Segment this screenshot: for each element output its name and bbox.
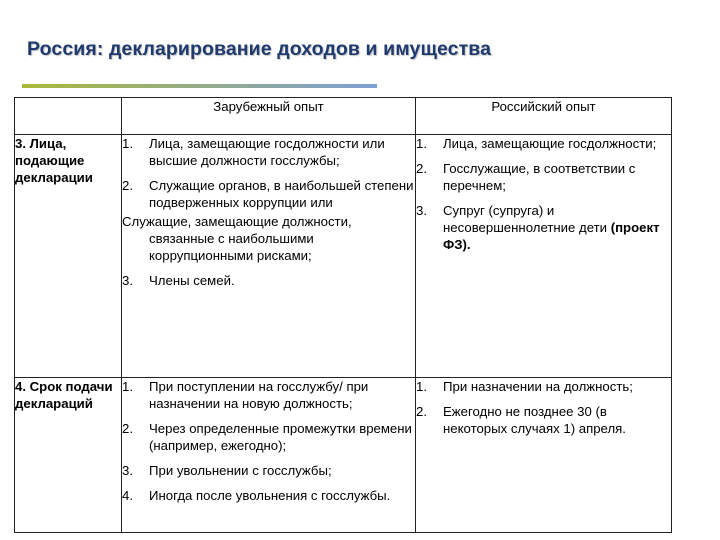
list-item: [416, 403, 671, 437]
item-number: 2.: [122, 421, 133, 436]
table-header-row: [15, 98, 672, 135]
list-item: [122, 462, 415, 479]
item-number: 4.: [122, 488, 133, 503]
title-underline: [22, 84, 377, 88]
row-label-deadline: 4. Срок подачи деклараций: [15, 378, 122, 533]
item-text: Лица, замещающие госдолжности или высшие должности госслужбы;: [149, 136, 385, 168]
item-number: 1.: [122, 379, 133, 394]
cell-foreign-declarants: [122, 135, 416, 378]
item-bold-note: (проект ФЗ).: [443, 220, 660, 252]
list-item: [122, 420, 415, 454]
list-item: [122, 272, 415, 289]
item-text: Через определенные промежутки времени (например, ежегодно);: [149, 421, 412, 453]
item-number: 1.: [416, 136, 427, 151]
item-text: При назначении на должность;: [443, 379, 633, 394]
item-text: Ежегодно не позднее 30 (в некоторых случаях 1) апреля.: [443, 404, 626, 436]
item-text: При увольнении с госслужбы;: [149, 463, 332, 478]
list-item: [416, 160, 671, 194]
header-russian-experience: Российский опыт: [416, 98, 672, 135]
item-number: 2.: [416, 161, 427, 176]
list-item: [122, 135, 415, 169]
list-item: [416, 202, 671, 253]
header-foreign-experience: Зарубежный опыт: [122, 98, 416, 135]
item-text: Лица, замещающие госдолжности;: [443, 136, 657, 151]
list-item: [122, 378, 415, 412]
item-number: 2.: [416, 404, 427, 419]
comparison-table: [14, 97, 672, 533]
list-item: [122, 487, 415, 504]
slide-title: Россия: декларирование доходов и имущества: [27, 38, 492, 60]
header-empty: [15, 98, 122, 135]
item-number: 3.: [122, 273, 133, 288]
cell-russian-declarants: [416, 135, 672, 378]
list-item: [416, 135, 671, 152]
item-number: 1.: [122, 136, 133, 151]
item-text: Члены семей.: [149, 273, 235, 288]
item-text: Служащие органов, в наибольшей степени подверженных коррупции или: [149, 178, 414, 210]
cell-russian-deadline: [416, 378, 672, 533]
table-row-declarants: [15, 135, 672, 378]
item-text: Госслужащие, в соответствии с перечнем;: [443, 161, 636, 193]
item-text: Супруг (супруга) и несовершеннолетние дети: [443, 203, 608, 235]
item-number: 3.: [416, 203, 427, 218]
item-number: 1.: [416, 379, 427, 394]
item-number: 2.: [122, 178, 133, 193]
cell-foreign-deadline: [122, 378, 416, 533]
row-label-declarants: 3. Лица, подающие декларации: [15, 135, 122, 378]
list-item: [122, 177, 415, 211]
item-text-continuation: связанные с наибольшими коррупционными рисками;: [149, 231, 314, 263]
item-text: Иногда после увольнения с госслужбы.: [149, 488, 391, 503]
list-item: [122, 213, 415, 264]
item-text-first-line: Служащие, замещающие должности,: [122, 214, 352, 229]
item-text: При поступлении на госслужбу/ при назначении на новую должность;: [149, 379, 369, 411]
table-row-deadline: [15, 378, 672, 533]
list-item: [416, 378, 671, 395]
item-number: 3.: [122, 463, 133, 478]
